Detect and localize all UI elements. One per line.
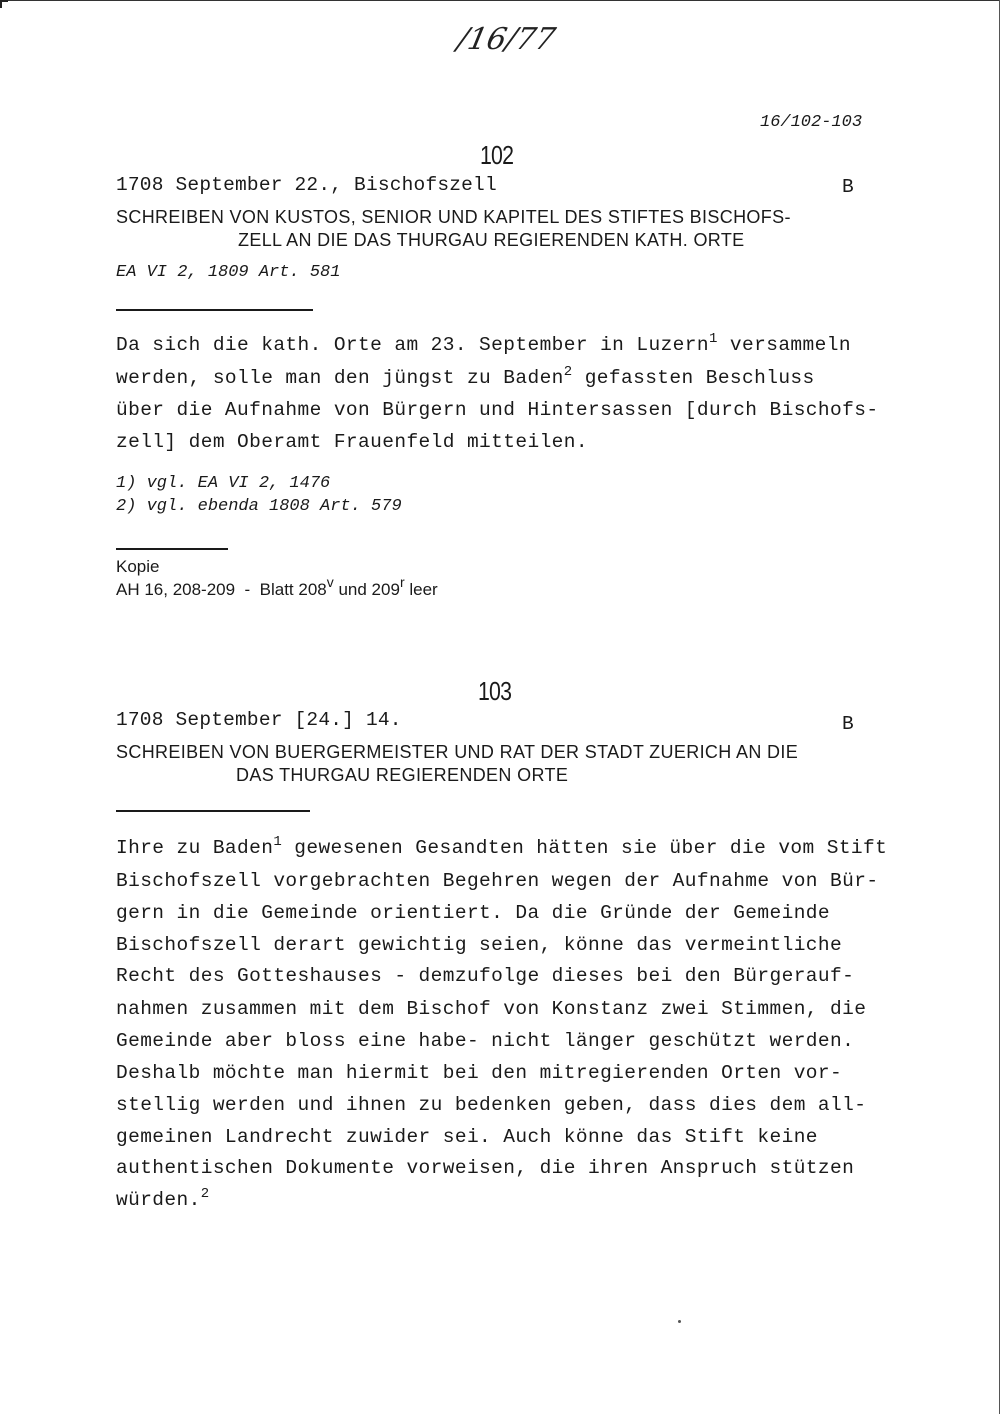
entry-103-body-line-7: Gemeinde aber bloss eine habe- nicht länger geschützt werden. [116, 1030, 855, 1052]
entry-102-copy-reference: AH 16, 208-209 - Blatt 208$^v$ und 209$^r$ leer [116, 574, 438, 599]
entry-103-body-line-4: Bischofszell derart gewichtig seien, könne das vermeintliche [116, 934, 843, 956]
entry-102-header-rule [116, 309, 313, 311]
entry-102-type-letter: B [842, 176, 854, 198]
entry-103-body-line-8: Deshalb möchte man hiermit bei den mitregierenden Orten vor- [116, 1062, 843, 1084]
entry-103-number: 103 [478, 676, 512, 706]
entry-103-body-line-3: gern in die Gemeinde orientiert. Da die Gründe der Gemeinde [116, 902, 831, 924]
entry-103-body-line-10: gemeinen Landrecht zuwider sei. Auch könne das Stift keine [116, 1126, 818, 1148]
entry-102-source-reference: EA VI 2, 1809 Art. 581 [116, 263, 341, 282]
entry-103-header-rule [116, 810, 310, 812]
archive-handwritten-mark: /16/77 [454, 22, 559, 57]
entry-103-body-line-11: authentischen Dokumente vorweisen, die ihren Anspruch stützen [116, 1157, 855, 1179]
entry-102-body-line-1: Da sich die kath. Orte am 23. September in Luzern$^1$ versammeln [116, 331, 851, 356]
entry-103-date-place: 1708 September [24.] 14. [116, 709, 402, 731]
entry-102-number: 102 [480, 140, 514, 170]
entry-102-footnote-2: 2) vgl. ebenda 1808 Art. 579 [116, 497, 402, 516]
entry-103-body-line-5: Recht des Gotteshauses - demzufolge dieses bei den Bürgerauf- [116, 965, 855, 987]
entry-102-footnote-1: 1) vgl. EA VI 2, 1476 [116, 474, 331, 493]
entry-103-body-line-12: würden.$^2$ [116, 1186, 210, 1211]
entry-103-body-line-1: Ihre zu Baden$^1$ gewesenen Gesandten hätten sie über die vom Stift [116, 834, 888, 859]
entry-102-date-place: 1708 September 22., Bischofszell [116, 174, 497, 196]
page-edge-top [0, 0, 1000, 1]
entry-102-title-line1: SCHREIBEN VON KUSTOS, SENIOR UND KAPITEL DES STIFTES BISCHOFS- [116, 207, 791, 227]
entry-103-body-line-9: stellig werden und ihnen zu bedenken geben, dass dies dem all- [116, 1094, 867, 1116]
entry-102-footer-rule [116, 548, 228, 550]
entry-102-title-line2: ZELL AN DIE DAS THURGAU REGIERENDEN KATH. ORTE [238, 230, 745, 250]
entry-103-title-line1: SCHREIBEN VON BUERGERMEISTER UND RAT DER STADT ZUERICH AN DIE [116, 742, 799, 762]
page-reference: 16/102-103 [760, 113, 863, 132]
scan-speck [678, 1320, 681, 1323]
entry-103-body-line-2: Bischofszell vorgebrachten Begehren wegen der Aufnahme von Bür- [116, 870, 879, 892]
entry-102-body-line-2: werden, solle man den jüngst zu Baden$^2$ gefassten Beschluss [116, 364, 815, 389]
entry-103-body-line-6: nahmen zusammen mit dem Bischof von Konstanz zwei Stimmen, die [116, 998, 867, 1020]
entry-102-body-line-3: über die Aufnahme von Bürgern und Hintersassen [durch Bischofs- [116, 399, 879, 421]
entry-103-type-letter: B [842, 713, 854, 735]
entry-102-copy-label: Kopie [116, 557, 160, 576]
page-corner-mark [0, 0, 8, 8]
entry-103-title-line2: DAS THURGAU REGIERENDEN ORTE [236, 765, 569, 785]
entry-102-body-line-4: zell] dem Oberamt Frauenfeld mitteilen. [116, 431, 588, 453]
